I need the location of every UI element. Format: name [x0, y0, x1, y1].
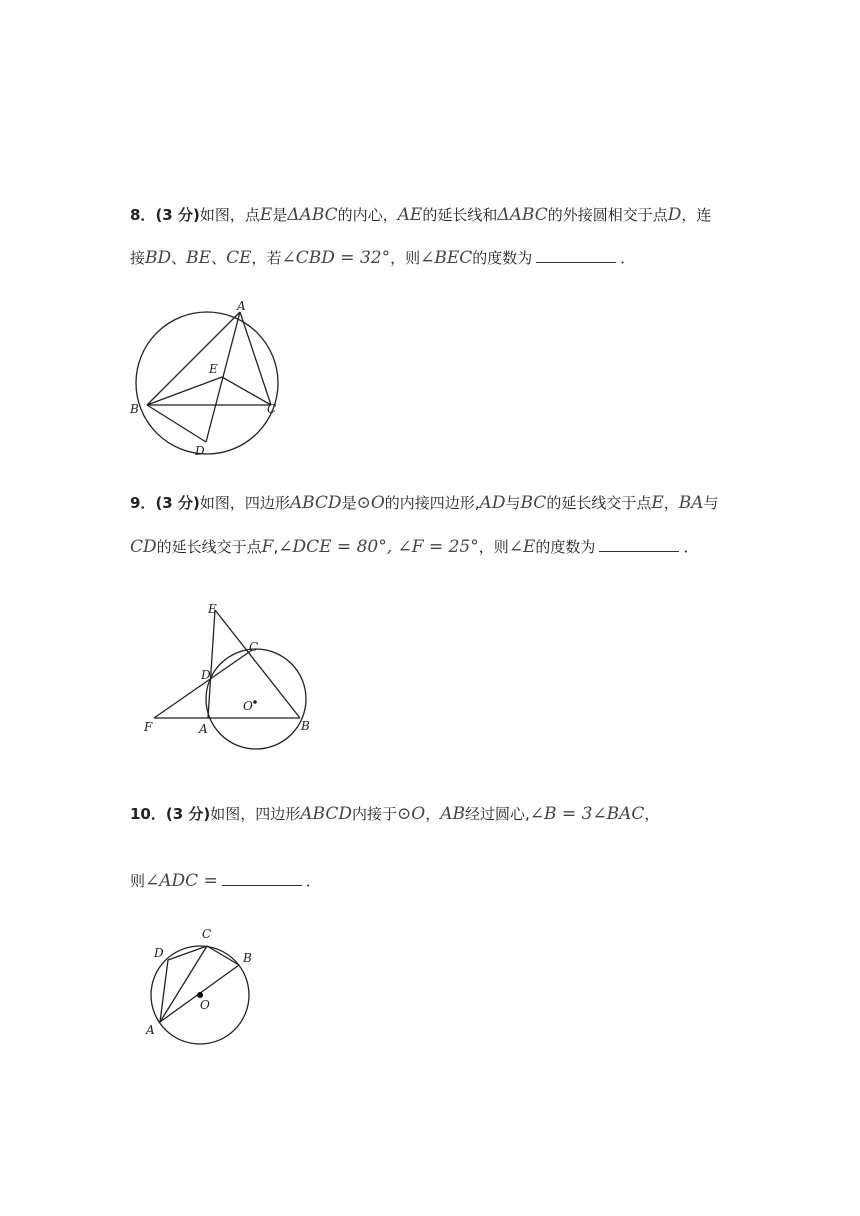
segment-ac — [240, 312, 271, 405]
label-o: O — [200, 998, 210, 1012]
center-dot — [253, 700, 257, 704]
figure-q9 — [140, 595, 325, 745]
math-expr: ABCD — [300, 804, 352, 824]
math-expr: D — [667, 205, 682, 225]
question-10-line-1 — [130, 802, 659, 826]
segment-bd — [147, 405, 206, 442]
math-expr: BE — [186, 248, 212, 268]
question-score: (3 分) — [165, 805, 211, 823]
text: 的内接四边形, — [384, 494, 480, 512]
math-expr: CD — [130, 537, 157, 557]
label-b: B — [130, 402, 139, 416]
text: ， — [425, 805, 441, 823]
text: 与 — [703, 494, 719, 512]
text: 的延长线和 — [422, 206, 498, 224]
answer-blank — [536, 248, 616, 263]
label-c: C — [202, 927, 212, 941]
label-c: C — [249, 640, 259, 654]
math-expr: ∠ADC = — [145, 871, 218, 891]
segment-fc — [154, 650, 252, 718]
question-number: 10． — [130, 805, 166, 823]
text: 如图，四边形 — [199, 494, 290, 512]
label-e: E — [208, 602, 217, 616]
math-expr: ⊙O — [397, 804, 426, 824]
segment-ab — [147, 312, 240, 405]
answer-blank — [222, 871, 302, 886]
text: 经过圆心, — [465, 805, 530, 823]
text: ，则 — [390, 249, 421, 267]
segment-ad — [160, 960, 168, 1022]
text: 内接于 — [352, 805, 398, 823]
text: 是 — [272, 206, 288, 224]
text: 则 — [130, 872, 146, 890]
figure-q8 — [125, 300, 295, 465]
figure-q10 — [140, 920, 265, 1045]
label-b: B — [301, 719, 310, 733]
segment-cb — [207, 946, 239, 965]
math-expr: AE — [397, 205, 423, 225]
label-d: D — [201, 668, 211, 682]
text: ． — [620, 249, 636, 267]
math-expr: CE — [226, 248, 252, 268]
math-expr: F — [261, 537, 274, 557]
segment-ea — [208, 610, 215, 718]
text: 是 — [341, 494, 357, 512]
label-d: D — [195, 444, 205, 458]
text: 如图，点 — [199, 206, 260, 224]
label-a: A — [237, 299, 246, 313]
text: 的延长线交于点 — [156, 538, 262, 556]
math-expr: ∠B = 3∠BAC — [529, 804, 645, 824]
label-o: O — [243, 699, 253, 713]
question-score: (3 分) — [155, 494, 200, 512]
math-expr: E — [651, 493, 664, 513]
label-b: B — [243, 951, 252, 965]
circle-o — [206, 649, 306, 749]
text: 的内心， — [337, 206, 398, 224]
label-c: C — [267, 402, 277, 416]
text: ， — [663, 494, 679, 512]
question-number: 8． — [130, 206, 156, 224]
text: ，连 — [681, 206, 712, 224]
question-8-line-2 — [130, 246, 635, 270]
math-expr: AB — [440, 804, 465, 824]
text: 的延长线交于点 — [546, 494, 652, 512]
label-a: A — [199, 722, 208, 736]
math-expr: ∠DCE = 80°, ∠F = 25° — [278, 537, 479, 557]
text: ， — [644, 805, 660, 823]
text: 接 — [130, 249, 146, 267]
text: 的外接圆相交于点 — [547, 206, 668, 224]
text: 如图，四边形 — [210, 805, 301, 823]
math-expr: ΔABC — [287, 205, 338, 225]
segment-eb — [215, 610, 300, 718]
math-expr: AD — [479, 493, 506, 513]
text: 的度数为 — [535, 538, 596, 556]
math-expr: BD — [145, 248, 172, 268]
text: ，则 — [478, 538, 509, 556]
math-expr: ABCD — [289, 493, 342, 513]
question-9-line-2 — [130, 535, 698, 559]
segment-be — [147, 377, 222, 405]
math-expr: E — [259, 205, 273, 225]
question-10-line-2 — [130, 869, 321, 893]
text: 、 — [171, 249, 187, 267]
math-expr: ∠CBD = 32° — [281, 248, 391, 268]
text: ． — [683, 538, 699, 556]
question-score: (3 分) — [155, 206, 200, 224]
label-e: E — [209, 362, 218, 376]
math-expr: ∠BEC — [420, 248, 473, 268]
question-8-line-1 — [130, 203, 711, 227]
math-expr: ⊙O — [356, 493, 385, 513]
math-expr: BA — [678, 493, 704, 513]
text: ，若 — [251, 249, 282, 267]
text: 、 — [211, 249, 227, 267]
label-f: F — [144, 720, 153, 734]
text: 与 — [505, 494, 521, 512]
math-expr: ∠E — [508, 537, 536, 557]
label-d: D — [154, 946, 164, 960]
label-a: A — [146, 1023, 155, 1037]
question-number: 9． — [130, 494, 156, 512]
answer-blank — [599, 537, 679, 552]
text: ． — [305, 872, 321, 890]
math-expr: BC — [520, 493, 547, 513]
text: 的度数为 — [472, 249, 533, 267]
text: , — [273, 538, 279, 556]
math-expr: ΔABC — [497, 205, 548, 225]
question-9-line-1 — [130, 491, 719, 515]
